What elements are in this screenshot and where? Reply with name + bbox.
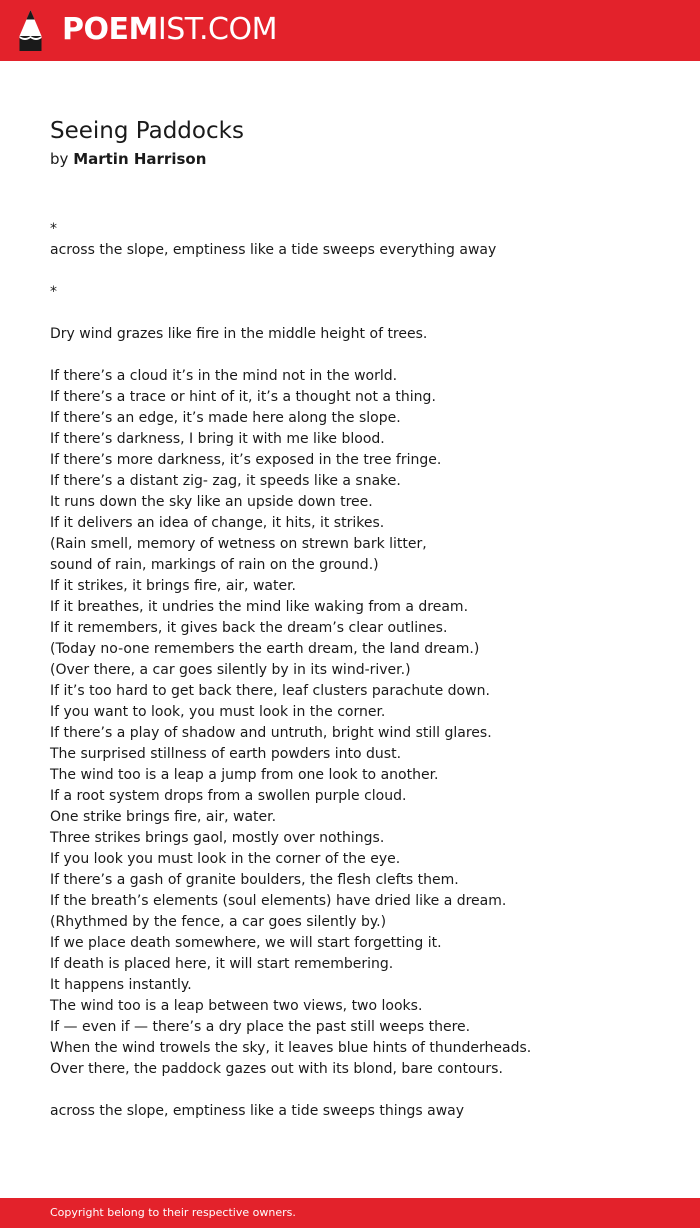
poem-line: If it breathes, it undries the mind like waking from a dream. xyxy=(50,599,469,615)
poem-line: If a root system drops from a swollen purple cloud. xyxy=(50,788,407,804)
poem-body xyxy=(50,219,670,1122)
site-logo[interactable] xyxy=(62,12,277,48)
poem-line: sound of rain, markings of rain on the ground.) xyxy=(50,557,379,573)
stanza-break xyxy=(50,345,670,366)
poem-line: If there’s a cloud it’s in the mind not in the world. xyxy=(50,368,398,384)
poem-line: If you look you must look in the corner of the eye. xyxy=(50,851,401,867)
site-header xyxy=(0,0,700,61)
poem-line: If the breath’s elements (soul elements) have dried like a dream. xyxy=(50,893,507,909)
poem-line: If it’s too hard to get back there, leaf clusters parachute down. xyxy=(50,683,490,699)
poem-line: If you want to look, you must look in the corner. xyxy=(50,704,386,720)
poem-line: One strike brings fire, air, water. xyxy=(50,809,277,825)
poem-line: If we place death somewhere, we will start forgetting it. xyxy=(50,935,442,951)
poem-line: (Rhythmed by the fence, a car goes silently by.) xyxy=(50,914,387,930)
byline xyxy=(50,148,206,170)
poem-line: If there’s a trace or hint of it, it’s a thought not a thing. xyxy=(50,389,436,405)
poem-line: If there’s an edge, it’s made here along the slope. xyxy=(50,410,401,426)
poem-line: It runs down the sky like an upside down tree. xyxy=(50,494,373,510)
poem-line: across the slope, emptiness like a tide sweeps things away xyxy=(50,1103,465,1119)
poem-line: * xyxy=(50,221,57,237)
poem-line: Three strikes brings gaol, mostly over nothings. xyxy=(50,830,385,846)
poem-line: If death is placed here, it will start remembering. xyxy=(50,956,394,972)
by-label: by xyxy=(50,150,69,168)
site-footer xyxy=(0,1198,700,1228)
author-name: Martin Harrison xyxy=(73,150,207,168)
poem-line: (Rain smell, memory of wetness on strewn bark litter, xyxy=(50,536,427,552)
poem-line: across the slope, emptiness like a tide sweeps everything away xyxy=(50,242,497,258)
poem-line: Over there, the paddock gazes out with its blond, bare contours. xyxy=(50,1061,503,1077)
stanza-break xyxy=(50,1080,670,1101)
poem-line: It happens instantly. xyxy=(50,977,192,993)
poem-line: If there’s more darkness, it’s exposed in the tree fringe. xyxy=(50,452,442,468)
poem-line: Dry wind grazes like fire in the middle height of trees. xyxy=(50,326,428,342)
poem-line: If there’s darkness, I bring it with me like blood. xyxy=(50,431,385,447)
poem-line: * xyxy=(50,284,57,300)
poem-line: If — even if — there’s a dry place the past still weeps there. xyxy=(50,1019,471,1035)
poem-line: The wind too is a leap between two views, two looks. xyxy=(50,998,423,1014)
pencil-tip-icon[interactable] xyxy=(17,9,44,52)
poem-line: The wind too is a leap a jump from one look to another. xyxy=(50,767,439,783)
poem-line: When the wind trowels the sky, it leaves blue hints of thunderheads. xyxy=(50,1040,532,1056)
logo-light-text: IST.COM xyxy=(157,12,277,47)
poem-line: (Over there, a car goes silently by in its wind-river.) xyxy=(50,662,411,678)
stanza-break xyxy=(50,261,670,282)
poem-title: Seeing Paddocks xyxy=(50,118,244,144)
copyright-notice: Copyright belong to their respective owners. xyxy=(50,1206,296,1219)
poem-line: The surprised stillness of earth powders into dust. xyxy=(50,746,402,762)
poem-line: If there’s a gash of granite boulders, the flesh clefts them. xyxy=(50,872,459,888)
stanza-break xyxy=(50,303,670,324)
poem-line: If there’s a distant zig- zag, it speeds like a snake. xyxy=(50,473,401,489)
poem-line: If it strikes, it brings fire, air, water. xyxy=(50,578,297,594)
poem-line: If it remembers, it gives back the dream’s clear outlines. xyxy=(50,620,448,636)
poem-line: (Today no-one remembers the earth dream, the land dream.) xyxy=(50,641,480,657)
poem-line: If it delivers an idea of change, it hits, it strikes. xyxy=(50,515,385,531)
poem-line: If there’s a play of shadow and untruth, bright wind still glares. xyxy=(50,725,492,741)
logo-bold-text: POEM xyxy=(62,12,158,47)
